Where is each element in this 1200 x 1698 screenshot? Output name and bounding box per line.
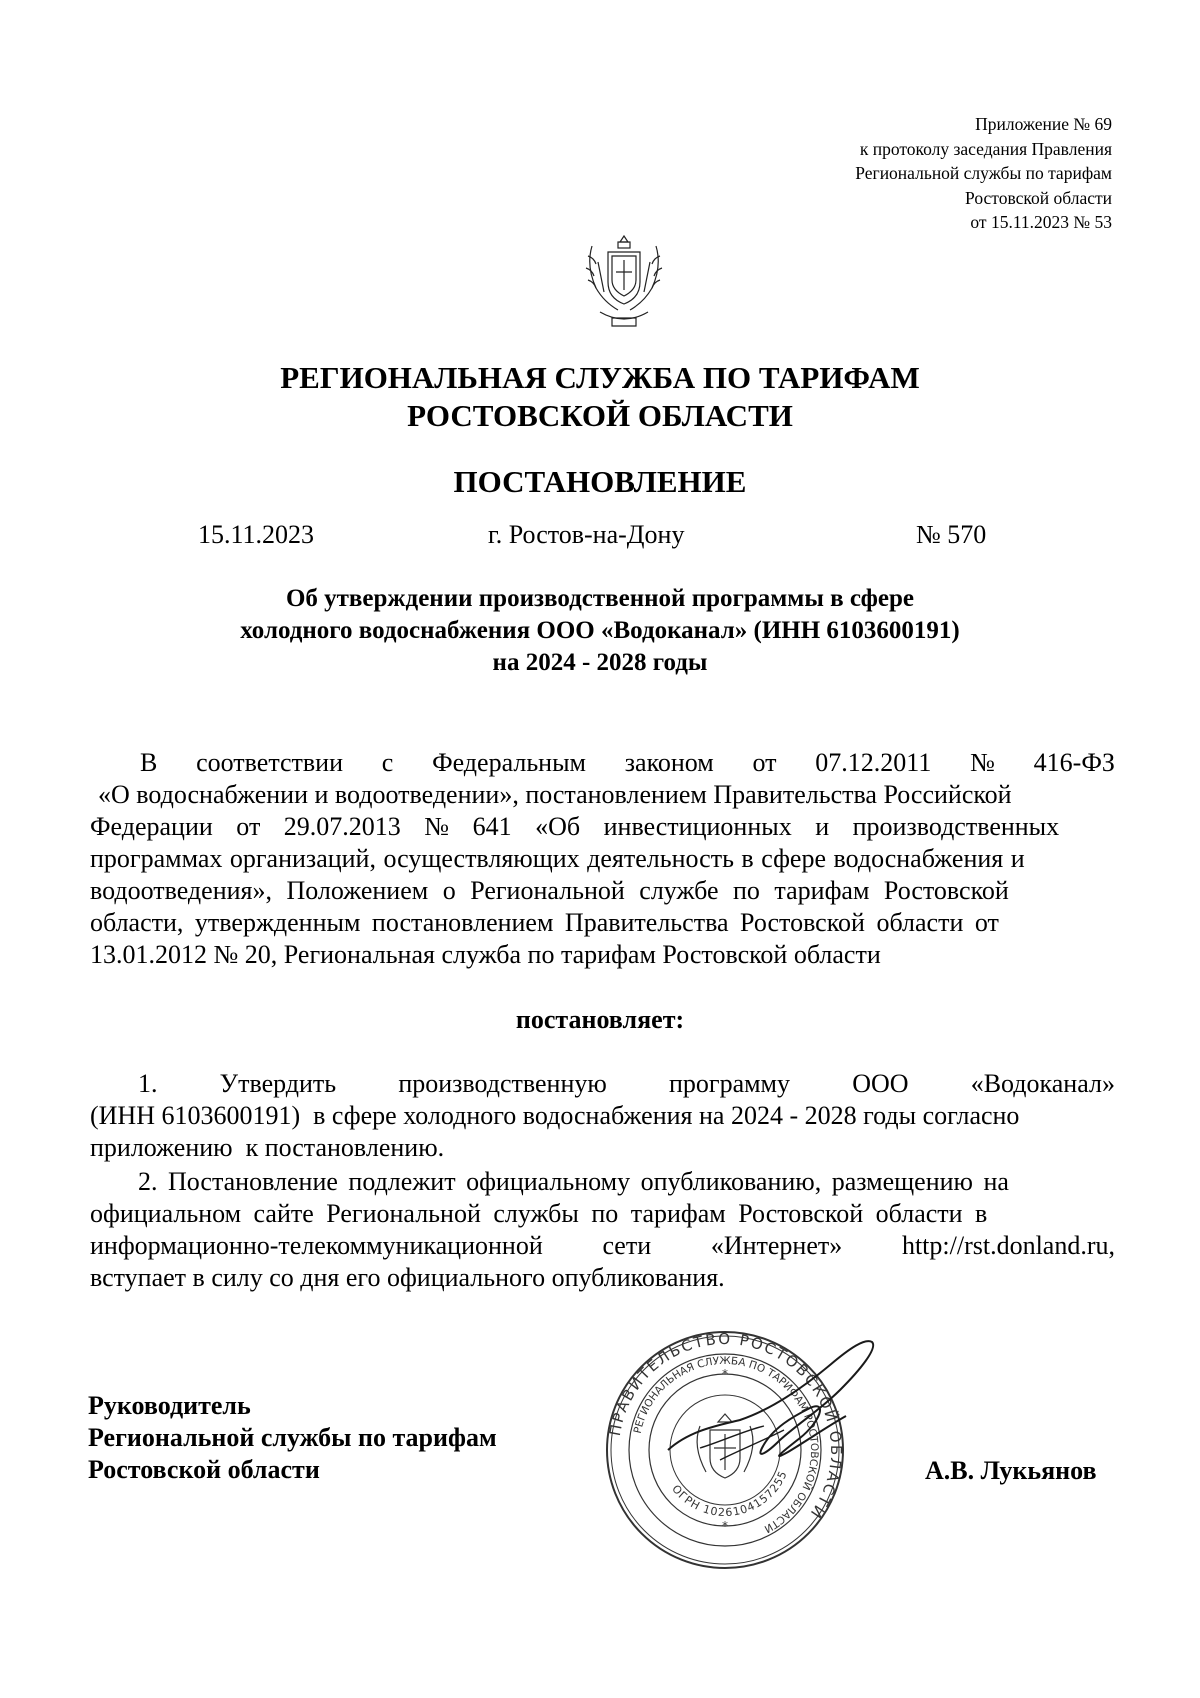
position-line: Ростовской области — [88, 1455, 320, 1484]
position-line: Региональной службы по тарифам — [88, 1423, 497, 1452]
justified-line — [90, 1068, 1115, 1100]
word: № — [970, 748, 995, 777]
subject-line: холодного водоснабжения ООО «Водоканал» (ИНН 6103600191) — [240, 617, 960, 644]
text-line: программах организаций, осуществляющих деятельность в сфере водоснабжения и — [90, 844, 1025, 873]
subject-line: Об утверждении производственной программы в сфере — [285, 585, 915, 612]
subject-line: на 2024 - 2028 годы — [492, 649, 708, 676]
appendix-line: Ростовской области — [965, 187, 1112, 208]
word: 1. — [138, 1069, 158, 1098]
word: «Водоканал» — [970, 1069, 1115, 1098]
text-line: области, утвержденным постановлением Правительства Ростовской области от — [90, 908, 999, 937]
appendix-line: к протоколу заседания Правления — [859, 138, 1112, 159]
document-number: № 570 — [916, 520, 987, 549]
text-line: 13.01.2012 № 20, Региональная служба по тарифам Ростовской области — [90, 940, 881, 969]
text-line: приложению к постановлению. — [90, 1133, 445, 1162]
organization-name-line2: РОСТОВСКОЙ ОБЛАСТИ — [407, 398, 793, 433]
word: соответствии — [196, 748, 344, 777]
signatory-position — [88, 1390, 497, 1486]
position-line: Руководитель — [88, 1391, 251, 1420]
word: 416-ФЗ — [1033, 748, 1115, 777]
preamble-paragraph — [90, 747, 1115, 971]
word: информационно-телекоммуникационной — [90, 1231, 543, 1260]
item-1-paragraph — [90, 1068, 1115, 1164]
word: ООО — [852, 1069, 909, 1098]
handwritten-signature — [660, 1330, 900, 1490]
signatory-name: А.В. Лукьянов — [925, 1456, 1097, 1485]
appendix-line: Региональной службы по тарифам — [855, 163, 1112, 183]
document-date: 15.11.2023 — [198, 520, 315, 549]
justified-line — [90, 747, 1115, 779]
appendix-line: от 15.11.2023 № 53 — [970, 212, 1112, 232]
text-line: Федерации от 29.07.2013 № 641 «Об инвестиционных и производственных — [90, 812, 1060, 841]
word: Утвердить — [219, 1069, 337, 1098]
word: программу — [668, 1069, 791, 1098]
word: производственную — [398, 1069, 607, 1098]
document-type: ПОСТАНОВЛЕНИЕ — [453, 464, 747, 499]
stamp-middle-text: РЕГИОНАЛЬНАЯ СЛУЖБА ПО ТАРИФАМ РОСТОВСКОЙ ОБЛАСТИ — [631, 1354, 821, 1535]
word: законом — [624, 748, 714, 777]
text-line: 2. Постановление подлежит официальному опубликованию, размещению на — [138, 1167, 1009, 1196]
text-line: «О водоснабжении и водоотведении», постановлением Правительства Российской — [98, 780, 1012, 809]
document-subject — [150, 583, 1050, 679]
word: с — [381, 748, 394, 777]
word: В — [140, 748, 158, 777]
text-line: официальном сайте Региональной службы по тарифам Ростовской области в — [90, 1199, 988, 1228]
text-line: вступает в силу со дня его официального опубликования. — [90, 1263, 725, 1292]
text-line: водоотведения», Положением о Региональной службе по тарифам Ростовской — [90, 876, 1009, 905]
text-line: (ИНН 6103600191) в сфере холодного водоснабжения на 2024 - 2028 годы согласно — [90, 1101, 1020, 1130]
stamp-inner-text: ОГРН 1026104157255 — [669, 1468, 790, 1520]
svg-text:*: * — [722, 1367, 728, 1381]
word: от — [752, 748, 777, 777]
item-2-paragraph — [90, 1166, 1115, 1294]
coat-of-arms-icon — [578, 232, 670, 332]
document-city: г. Ростов-на-Дону — [488, 520, 685, 549]
appendix-line: Приложение № 69 — [975, 114, 1112, 134]
organization-name-line1: РЕГИОНАЛЬНАЯ СЛУЖБА ПО ТАРИФАМ — [280, 360, 920, 395]
word: «Интернет» — [710, 1231, 843, 1260]
svg-text:*: * — [722, 1519, 728, 1533]
word: 07.12.2011 — [815, 748, 932, 777]
justified-line — [90, 1230, 1115, 1262]
word: Федеральным — [432, 748, 587, 777]
resolves-heading: постановляет: — [515, 1005, 685, 1034]
word: сети — [602, 1231, 652, 1260]
word: http://rst.donland.ru, — [901, 1231, 1115, 1260]
stamp-outer-text: ПРАВИТЕЛЬСТВО РОСТОВСКОЙ ОБЛАСТИ — [605, 1330, 846, 1523]
appendix-note — [692, 112, 1112, 235]
